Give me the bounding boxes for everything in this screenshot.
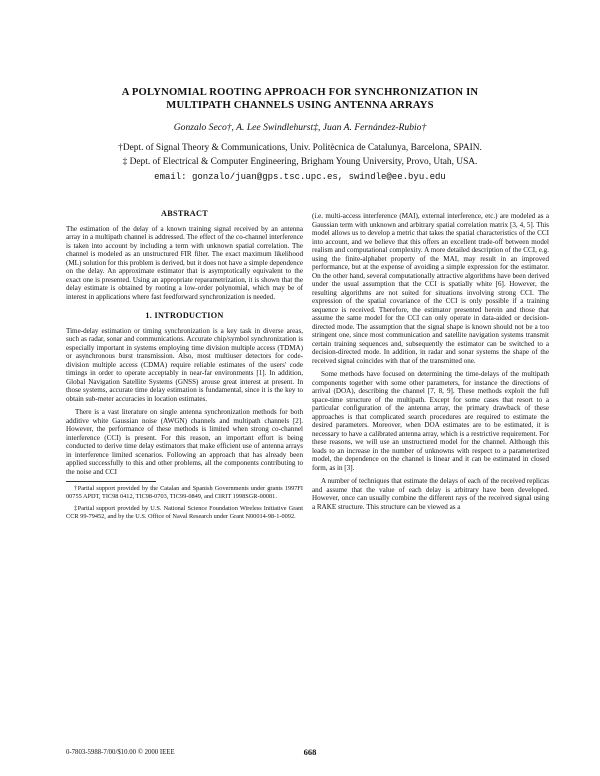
footnote-2: ‡Partial support provided by U.S. National Science Foundation Wireless Initiative Grant CCR 99-79452, and by the U.S. Office of Naval Research under Grant N00014-98-1-0092.: [66, 505, 303, 520]
right-paragraph-3: A number of techniques that estimate the delays of each of the received replicas and assume that the value of each delay is arbitrary have been developed. However, once can usually combine the different rays of the received signal using a RAKE structure. This structure can be viewed as a: [312, 477, 549, 511]
affiliation-1: †Dept. of Signal Theory & Communications, Univ. Politècnica de Catalunya, Barcelona, SPAIN.: [118, 143, 482, 153]
paper-title: [60, 86, 540, 112]
authors: Gonzalo Seco†, A. Lee Swindlehurst‡, Juan A. Fernández-Rubio†: [173, 122, 427, 133]
intro-paragraph-2: There is a vast literature on single antenna synchronization methods for both additive white Gaussian noise (AWGN) channels and multipath channels [2]. However, the performance of these methods is limited when strong co-channel interference (CCI) is present. For this reason, an important effort is being conducted to derive time delay estimators that make efficient use of antenna arrays in interference limited scenarios. Following an approach that has already been applied successfully to this and other problems, all the components contributing to the noise and CCI: [66, 408, 303, 476]
intro-paragraph-1: Time-delay estimation or timing synchronization is a key task in diverse areas, such as radar, sonar and communications. Accurate chip/symbol synchronization is especially important in systems employing time division multiple access (TDMA) or asynchronous burst transmission. Also, most multiuser detectors for code-division multiple access (CDMA) require reliable estimates of the users' code timings in order to operate acceptably in near-far environments [1]. In addition, Global Navigation Satellite Systems (GNSS) arouse great interest at present. In those systems, accurate time delay estimation is fundamental, since it is the key to obtain sub-meter accuracies in location estimates.: [66, 326, 303, 403]
intro-heading: 1. INTRODUCTION: [145, 311, 224, 320]
footnote-1: †Partial support provided by the Catalan and Spanish Governments under grants 1997FI 00755 APDT, TIC98 0412, TIC98-0703, TIC99-0849, and CIRIT 1998SGR-00081.: [66, 485, 303, 500]
abstract-heading: ABSTRACT: [161, 209, 208, 218]
footer-isbn: 0-7803-5988-7/00/$10.00 © 2000 IEEE: [66, 749, 175, 756]
title-line-2: MULTIPATH CHANNELS USING ANTENNA ARRAYS: [166, 100, 434, 111]
abstract-text: The estimation of the delay of a known training signal received by an antenna array in a multipath channel is addressed. The effect of the co-channel interference is taken into account by including a term with unknown spatial correlation. The channel is modeled as an unstructured FIR filter. The exact maximum likelihood (ML) solution for this problem is derived, but it does not have a simple dependence on the delay. An approximate estimator that is asymptotically equivalent to the exact one is presented. Using an appropriate reparametrization, it is shown that the delay estimate is obtained by rooting a low-order polynomial, which may be of interest in applications where fast feedforward synchronization is needed.: [66, 224, 303, 301]
right-column: [312, 212, 549, 516]
right-paragraph-2: Some methods have focused on determining the time-delays of the multipath components together with some other parameters, for instance the directions of arrival (DOA), describing the channel [7, 8, 9]. These methods exploit the full space-time structure of the multipath. Except for some cases that resort to a particular configuration of the antenna array, the primary drawback of these approaches is that complicated search procedures are required to estimate the desired parameters. Moreover, when DOA estimates are to be estimated, it is necessary to have a calibrated antenna array, which is a restrictive requirement. For these reasons, we will use an unstructured model for the channel. Although this leads to an increase in the number of unknowns with respect to a parameterized model, the dependence on the channel is linear and it can be estimated in closed form, as in [3].: [312, 370, 549, 472]
title-line-1: A POLYNOMIAL ROOTING APPROACH FOR SYNCHRONIZATION IN: [121, 87, 479, 98]
footnote-rule: [66, 481, 156, 482]
left-column: [66, 210, 303, 525]
page-number: 668: [303, 747, 317, 757]
email-line: email: gonzalo/juan@gps.tsc.upc.es, swindle@ee.byu.edu: [154, 172, 446, 182]
right-paragraph-1: (i.e. multi-access interference (MAI), external interference, etc.) are modeled as a Gaussian term with unknown and arbitrary spatial correlation matrix [3, 4, 5]. This model allows us to develop a metric that takes the spatial characteristics of the CCI into account, and we believe that this offers an excellent trade-off between model realism and computational complexity. A more detailed description of the CCI, e.g. using the finite-alphabet property of the MAI, may result in an improved performance, but at the expense of avoiding a simple expression for the estimator. On the other hand, several computationally attractive algorithms have been derived under the usual assumption that the CCI is spatially white [6]. However, the resulting algorithms are not suited for situations involving strong CCI. The expression of the spatial covariance of the CCI is only possible if a training sequence is received. Therefore, the estimator presented herein and those that assume the same model for the CCI can only operate in data-aided or decision-directed mode. The assumption that the signal shape is known should not be a too stringent one, since most communication and satellite navigation systems transmit certain training sequences and, subsequently the estimator can be switched to a decision-directed mode. In addition, in radar and sonar systems the shape of the received signal coincides with that of the transmitted one.: [312, 212, 549, 365]
affiliation-2: ‡ Dept. of Electrical & Computer Engineering, Brigham Young University, Provo, Utah, USA.: [122, 157, 478, 167]
